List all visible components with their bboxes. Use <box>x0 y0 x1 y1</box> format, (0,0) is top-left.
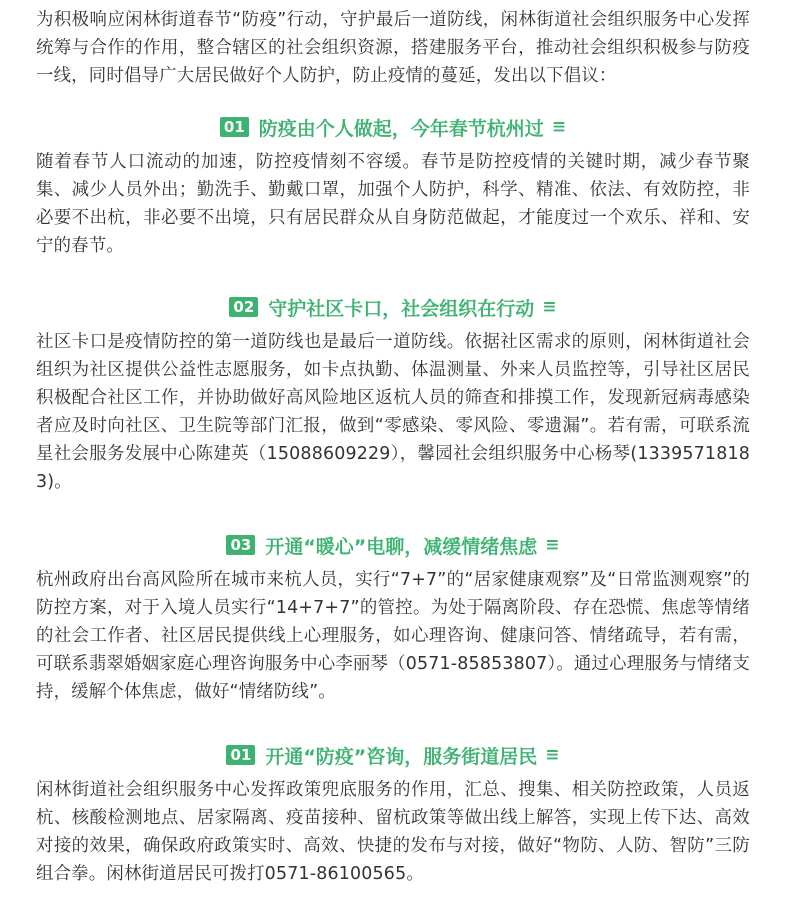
section-3-title: 开通“暖心”电聊，减缓情绪焦虑 <box>265 535 538 558</box>
section-2-heading <box>36 292 750 322</box>
section-2-title: 守护社区卡口，社会组织在行动 <box>268 297 535 320</box>
menu-icon: ≡ <box>545 535 560 555</box>
section-2-body: 社区卡口是疫情防控的第一道防线也是最后一道防线。依据社区需求的原则，闲林街道社会组织为社区提供公益性志愿服务，如卡点执勤、体温测量、外来人员监控等，引导社区居民积极配合社区工作，并协助做好高风险地区返杭人员的筛查和排摸工作，发现新冠病毒感染者应及时向社区、卫生院等部门汇报，做到“零感染、零风险、零遗漏”。若有需，可联系流星社会服务发展中心陈建英（15088609229），馨园社会组织服务中心杨琴(13395718183)。 <box>36 332 750 492</box>
menu-icon: ≡ <box>542 297 557 317</box>
section-3-body: 杭州政府出台高风险所在城市来杭人员，实行“7+7”的“居家健康观察”及“日常监测观察”的防控方案，对于入境人员实行“14+7+7”的管控。为处于隔离阶段、存在恐慌、焦虑等情绪的社会工作者、社区居民提供线上心理服务，如心理咨询、健康问答、情绪疏导，若有需，可联系翡翠婚姻家庭心理咨询服务中心李丽琴（0571-85853807）。通过心理服务与情绪支持，缓解个体焦虑，做好“情绪防线”。 <box>36 570 750 702</box>
section-4-title: 开通“防疫”咨询，服务街道居民 <box>265 745 538 768</box>
intro-paragraph: 为积极响应闲林街道春节“防疫”行动，守护最后一道防线，闲林街道社会组织服务中心发挥统筹与合作的作用，整合辖区的社会组织资源，搭建服务平台，推动社会组织积极参与防疫一线，同时倡导广大居民做好个人防护，防止疫情的蔓延，发出以下倡议： <box>36 10 750 86</box>
section-2-badge: 02 <box>229 297 258 317</box>
section-3-badge: 03 <box>226 535 255 555</box>
section-1-badge: 01 <box>220 117 249 137</box>
article <box>36 6 750 888</box>
section-1-title: 防疫由个人做起，今年春节杭州过 <box>258 117 544 140</box>
section-4-heading <box>36 740 750 770</box>
section-1-heading <box>36 112 750 142</box>
menu-icon: ≡ <box>545 745 560 765</box>
section-4-badge: 01 <box>226 745 255 765</box>
menu-icon: ≡ <box>551 117 567 137</box>
section-1-body: 随着春节人口流动的加速，防控疫情刻不容缓。春节是防控疫情的关键时期，减少春节聚集、减少人员外出；勤洗手、勤戴口罩，加强个人防护，科学、精准、依法、有效防控，非必要不出杭，非必要不出境，只有居民群众从自身防范做起，才能度过一个欢乐、祥和、安宁的春节。 <box>36 152 750 256</box>
section-4-body: 闲林街道社会组织服务中心发挥政策兜底服务的作用，汇总、搜集、相关防控政策，人员返杭、核酸检测地点、居家隔离、疫苗接种、留杭政策等做出线上解答，实现上传下达、高效对接的效果，确保政府政策实时、高效、快捷的发布与对接，做好“物防、人防、智防”三防组合拳。闲林街道居民可拨打0571-86100565。 <box>36 780 750 884</box>
section-3-heading <box>36 530 750 560</box>
